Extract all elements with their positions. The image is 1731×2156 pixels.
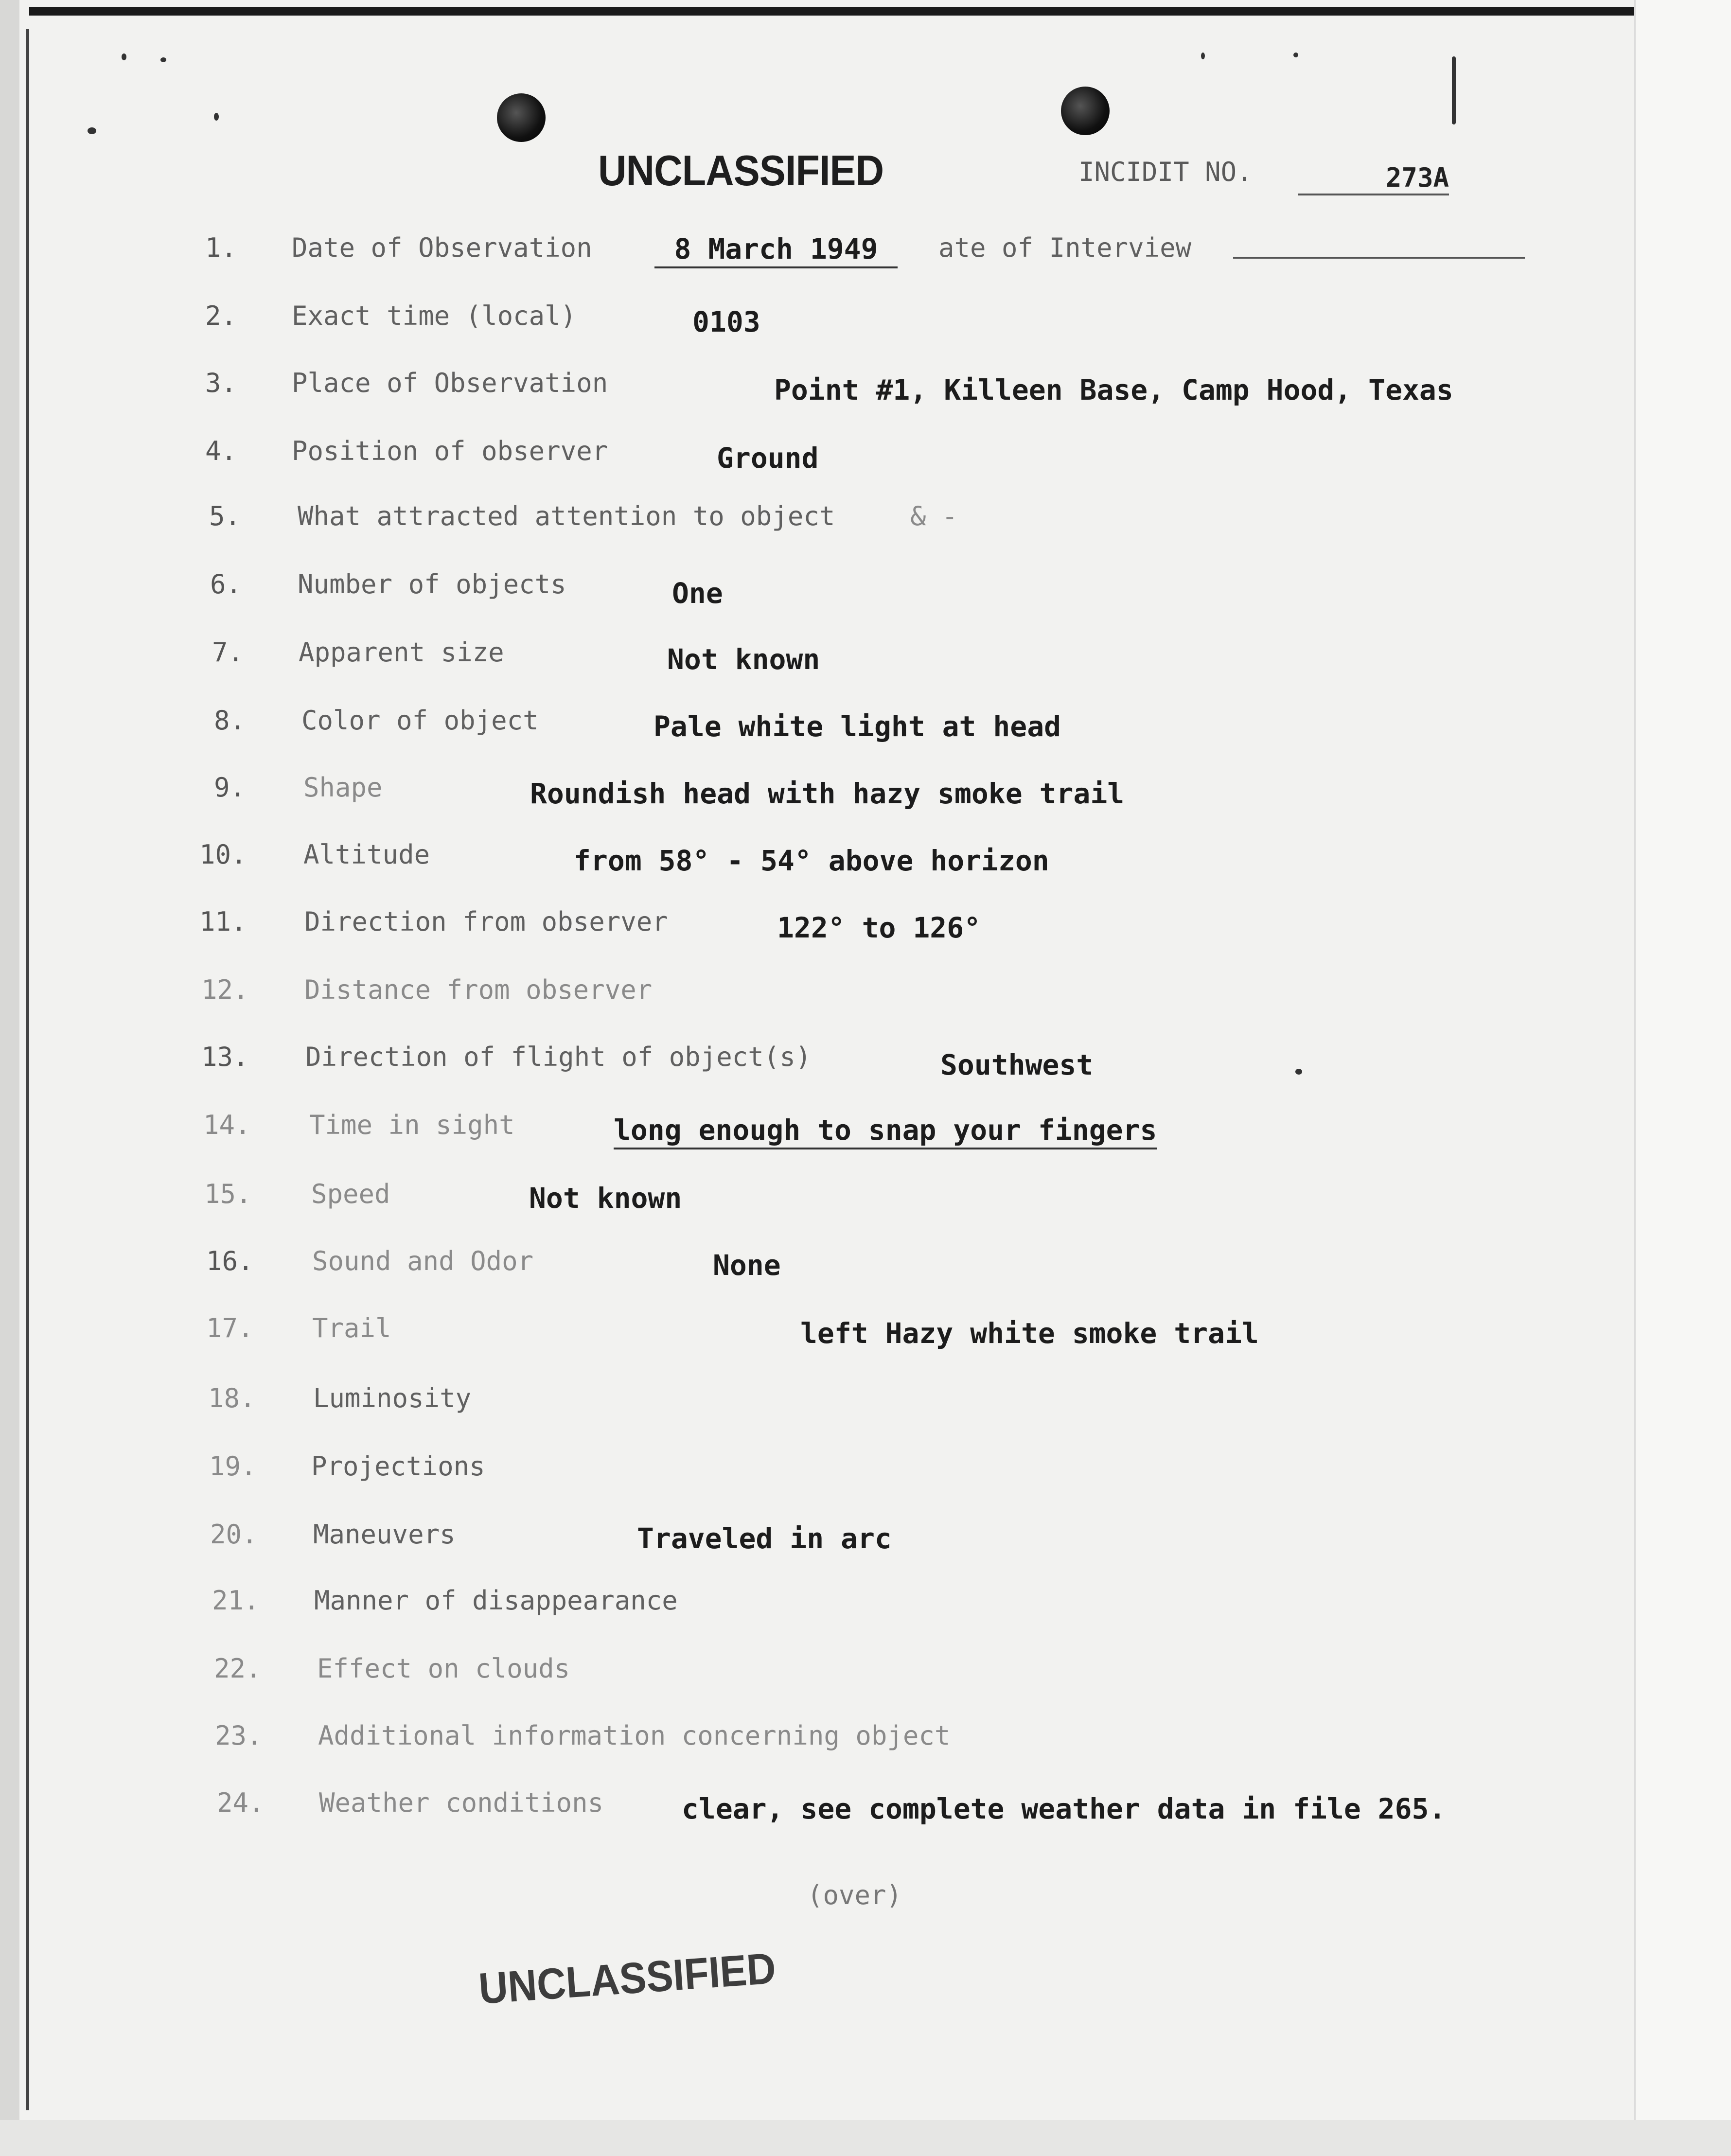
- item-label: Maneuvers: [313, 1519, 456, 1550]
- form-row-8: [0, 705, 1634, 754]
- position-of-observer-value: Ground: [717, 442, 819, 475]
- item-label: Time in sight: [309, 1110, 515, 1140]
- color-of-object-value: Pale white light at head: [654, 710, 1061, 743]
- punch-hole-right: [1061, 87, 1110, 135]
- date-of-observation-value: 8 March 1949: [654, 232, 898, 268]
- item-number: 3.: [205, 368, 237, 398]
- item-number: 1.: [205, 232, 237, 263]
- item-number: 21.: [212, 1585, 260, 1616]
- item-label: Distance from observer: [304, 974, 653, 1005]
- date-of-interview-blank: [1233, 257, 1525, 259]
- dust-speck: [160, 57, 166, 62]
- item-label: Number of objects: [298, 569, 566, 600]
- item-label: Additional information concerning object: [318, 1720, 951, 1751]
- pen-mark: [1452, 56, 1456, 124]
- form-row-5: [0, 501, 1634, 549]
- form-row-23: [0, 1720, 1634, 1769]
- item-number: 22.: [214, 1653, 262, 1684]
- scan-top-border-line: [29, 7, 1634, 16]
- form-row-19: [0, 1451, 1634, 1500]
- punch-hole-left: [497, 93, 546, 142]
- item-number: 24.: [217, 1787, 265, 1818]
- form-row-13: [0, 1042, 1634, 1090]
- dust-speck: [88, 127, 96, 134]
- item-label: Luminosity: [313, 1383, 472, 1414]
- weather-conditions-value: clear, see complete weather data in file 265.: [682, 1792, 1446, 1825]
- form-row-16: [0, 1246, 1634, 1294]
- item-label: Speed: [311, 1179, 390, 1209]
- form-row-4: [0, 436, 1634, 484]
- form-row-15: [0, 1179, 1634, 1227]
- item-number: 5.: [209, 501, 241, 531]
- form-row-22: [0, 1653, 1634, 1702]
- item-label: Direction from observer: [304, 906, 668, 937]
- form-row-11: [0, 906, 1634, 955]
- shape-value: Roundish head with hazy smoke trail: [530, 777, 1125, 810]
- exact-time-value: 0103: [692, 305, 760, 338]
- item-label: Place of Observation: [292, 368, 608, 398]
- form-row-3: [0, 368, 1634, 416]
- form-row-20: [0, 1519, 1634, 1568]
- item-label: Trail: [312, 1313, 391, 1343]
- item-label: Shape: [303, 772, 383, 803]
- form-row-24: [0, 1787, 1634, 1836]
- date-of-interview-label: ate of Interview: [938, 232, 1192, 263]
- form-row-12: [0, 974, 1634, 1023]
- item-number: 10.: [199, 839, 247, 870]
- item-number: 2.: [205, 300, 237, 331]
- dust-speck: [122, 53, 126, 60]
- time-in-sight-value: long enough to snap your fingers: [614, 1113, 1157, 1149]
- item-number: 12.: [201, 974, 249, 1005]
- classification-stamp-top: UNCLASSIFIED: [598, 146, 884, 194]
- item-label: Position of observer: [292, 436, 608, 466]
- dust-speck: [214, 113, 219, 121]
- scan-right-margin: [1634, 0, 1731, 2156]
- form-row-18: [0, 1383, 1634, 1431]
- form-row-7: [0, 637, 1634, 686]
- item-number: 8.: [214, 705, 246, 736]
- item-number: 6.: [210, 569, 242, 600]
- item-label: Apparent size: [299, 637, 504, 668]
- attraction-value: & -: [910, 501, 958, 531]
- item-label: Projections: [311, 1451, 485, 1482]
- sound-and-odor-value: None: [713, 1249, 781, 1282]
- item-label: Date of Observation: [292, 232, 592, 263]
- item-label: What attracted attention to object: [298, 501, 835, 531]
- altitude-value: from 58° - 54° above horizon: [574, 844, 1049, 877]
- item-number: 4.: [205, 436, 237, 466]
- trail-value: left Hazy white smoke trail: [800, 1317, 1259, 1350]
- item-number: 19.: [209, 1451, 257, 1482]
- item-label: Altitude: [303, 839, 430, 870]
- incident-number-label: INCIDIT NO.: [1078, 157, 1253, 187]
- direction-of-flight-value: Southwest: [940, 1048, 1094, 1081]
- item-number: 23.: [215, 1720, 263, 1751]
- scan-bottom-margin: [0, 2120, 1731, 2156]
- apparent-size-value: Not known: [667, 643, 820, 676]
- dust-speck: [1293, 53, 1298, 57]
- item-number: 9.: [214, 772, 246, 803]
- item-number: 13.: [201, 1042, 249, 1072]
- item-label: Effect on clouds: [317, 1653, 570, 1684]
- item-number: 16.: [206, 1246, 254, 1276]
- dust-speck: [1201, 53, 1205, 59]
- direction-from-observer-value: 122° to 126°: [777, 911, 981, 944]
- item-number: 15.: [204, 1179, 252, 1209]
- item-number: 11.: [199, 906, 247, 937]
- classification-stamp-bottom: UNCLASSIFIED: [477, 1944, 777, 2014]
- form-row-9: [0, 772, 1634, 821]
- item-number: 7.: [212, 637, 244, 668]
- speed-value: Not known: [529, 1182, 682, 1215]
- item-number: 20.: [210, 1519, 258, 1550]
- item-number: 18.: [208, 1383, 256, 1414]
- form-row-2: [0, 300, 1634, 349]
- form-row-10: [0, 839, 1634, 888]
- place-of-observation-value: Point #1, Killeen Base, Camp Hood, Texas: [774, 373, 1453, 406]
- form-row-21: [0, 1585, 1634, 1634]
- maneuvers-value: Traveled in arc: [637, 1522, 892, 1555]
- form-row-6: [0, 569, 1634, 618]
- number-of-objects-value: One: [672, 577, 723, 610]
- incident-number-value: 273A: [1298, 162, 1449, 195]
- item-label: Exact time (local): [292, 300, 577, 331]
- item-label: Weather conditions: [319, 1787, 604, 1818]
- item-label: Manner of disappearance: [314, 1585, 678, 1616]
- item-number: 14.: [203, 1110, 251, 1140]
- form-row-14: [0, 1110, 1634, 1158]
- over-note: (over): [807, 1880, 902, 1910]
- item-number: 17.: [206, 1313, 254, 1343]
- form-row-17: [0, 1313, 1634, 1361]
- form-row-1: [0, 232, 1634, 281]
- item-label: Direction of flight of object(s): [305, 1042, 812, 1072]
- item-label: Color of object: [301, 705, 539, 736]
- item-label: Sound and Odor: [312, 1246, 534, 1276]
